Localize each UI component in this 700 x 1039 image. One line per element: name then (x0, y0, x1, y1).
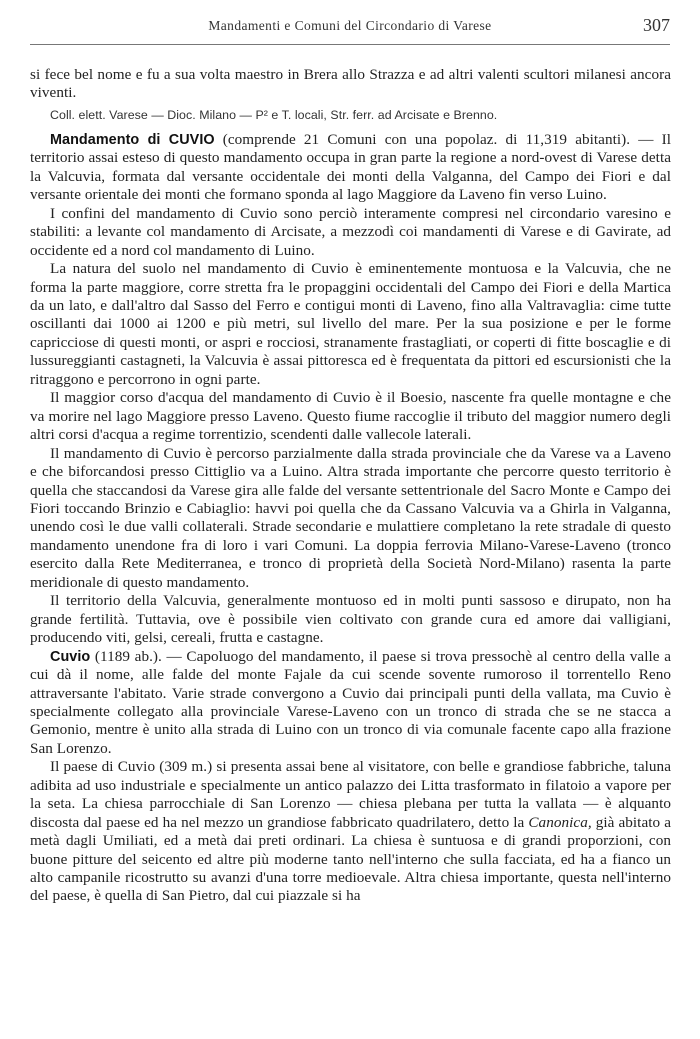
canonica-term: Canonica, (528, 813, 592, 831)
paragraph-confini: I confini del mandamento di Cuvio sono perciò interamente compresi nel circondario varesino e stabiliti: a levante col mandamento di Arcisate, a mezzodì coi mandamenti di Varese e di Gavirate, ad occidente ed a nord col mandamento di Luino. (30, 204, 671, 259)
page-number: 307 (643, 15, 670, 35)
paragraph-cuvio (30, 648, 671, 759)
paragraph-mandamento (30, 131, 671, 205)
page-body (30, 66, 671, 906)
paragraph-territorio: Il territorio della Valcuvia, generalmente montuoso ed in molti punti sassoso e dirupato, non ha grande fertilità. Tuttavia, ove è possibile vien coltivato con grande cura ed amore dai valligiani, producendo viti, gelsi, cereali, frutta e castagne. (30, 592, 671, 647)
header-rule (30, 44, 670, 45)
cuvio-text: (1189 ab.). — Capoluogo del mandamento, il paese si trova pressochè al centro della valle a cui dà il nome, alle falde del monte Fajale da cui scende sovente rumoroso il torrentello Reno attraversante l'abitato. Varie strade convergono a Cuvio dai principali punti della vallata, ma Cuvio è specialmente collegato alla provinciale Varese-Laveno con un tronco di strada che se ne stacca a Gemonio, mentre è unito alla strada di Luino con un tronco di via comunale facente capo alla frazione San Lorenzo. (30, 647, 671, 757)
paragraph-continuation: si fece bel nome e fu a sua volta maestro in Brera allo Strazza e ad altri valenti scultori milanesi ancora viventi. (30, 66, 671, 102)
running-title: Mandamenti e Comuni del Circondario di Varese (208, 18, 492, 33)
section-heading-cuvio: Cuvio (50, 648, 91, 665)
running-head (30, 15, 670, 40)
paragraph-natura: La natura del suolo nel mandamento di Cuvio è eminentemente montuosa e la Valcuvia, che ne forma la parte maggiore, corre stretta fra le propaggini occidentali del Campo dei Fiori e della Martica da un lato, e dall'altro dal Sasso del Ferro e contigui monti di Laveno, fino alla Valtravaglia: cime tutte oscillanti dai 1000 ai 1200 e più metri, sul livello del mare. Per la sua posizione e per le forme capricciose di questi monti, or aspri e rocciosi, stranamente frastagliati, or coperti di fitte boscaglie e di lussureggianti castagneti, la Valcuvia è assai pittoresca ed è frequentata da pittori ed escursionisti che la ritraggono e percorrono in ogni parte. (30, 260, 671, 388)
mandamento-text: (comprende 21 Comuni con una popolaz. di 11,319 abitanti). — Il territorio assai esteso di questo mandamento occupa in gran parte la regione a nord-ovest di Varese detta la Valcuvia, formata dal versante occidentale dei monti della Valganna, del Campo dei Fiori e dal versante orientale dei monti che formano sponda al lago Maggiore da Laveno fin verso Luino. (30, 130, 671, 204)
paragraph-paese (30, 758, 671, 906)
electoral-info-line: Coll. elett. Varese — Dioc. Milano — P² e T. locali, Str. ferr. ad Arcisate e Brenno. (50, 107, 498, 122)
paragraph-strade: Il mandamento di Cuvio è percorso parzialmente dalla strada provinciale che da Varese va a Laveno e che biforcandosi presso Cittiglio va a Luino. Altra strada importante che percorre questo territorio è quella che staccandosi da Varese gira alle falde del versante settentrionale del Sacro Monte e Campo dei Fiori toccando Brinzio e Cabiaglio: havvi poi quella che da Cassano Valcuvia va a Ghirla in Valganna, unendo così le due valli collaterali. Strade secondarie e mulattiere completano la rete stradale di questo mandamento unendone fra di loro i vari Comuni. La doppia ferrovia Milano-Varese-Laveno (tronco esercito dalla Rete Mediterranea, e tronco di proprietà della Società Nord-Milano) rasenta la parte meridionale di questo mandamento. (30, 444, 671, 591)
paese-text-a: Il paese di Cuvio (309 m.) si presenta assai bene al visitatore, con belle e grandiose fabbriche, taluna adibita ad uso industriale e specialmente un antico palazzo dei Litta trasformato in filatoio a vapore per la seta. La chiesa parrocchiale di San Lorenzo — chiesa plebana per tutta la vallata — è alquanto discosta dal paese ed ha nel mezzo un grandiose fabbricato quadrilatero, detto la (30, 758, 671, 831)
paragraph-corso-acqua: Il maggior corso d'acqua del mandamento di Cuvio è il Boesio, nascente fra quelle montagne e che va morire nel lago Maggiore presso Laveno. Questo fiume raccoglie il tributo del maggior numero degli altri corsi d'acqua a regime torrentizio, scendenti dalle vallecole laterali. (30, 389, 671, 444)
paese-text-b: già abitato a metà dagli Umiliati, ed a metà dai preti ordinari. La chiesa è suntuosa e di grandi proporzioni, con buone pitture del seicento ed altre più moderne tanto nell'interno che sulla facciata, ed ha a fianco un alto campanile ricostrutto su avanzi d'una torre medioevale. Altra chiesa importante, questa nell'interno del paese, è quella di San Pietro, dal cui piazzale si ha (30, 813, 671, 905)
section-heading-mandamento: Mandamento di CUVIO (50, 131, 215, 148)
